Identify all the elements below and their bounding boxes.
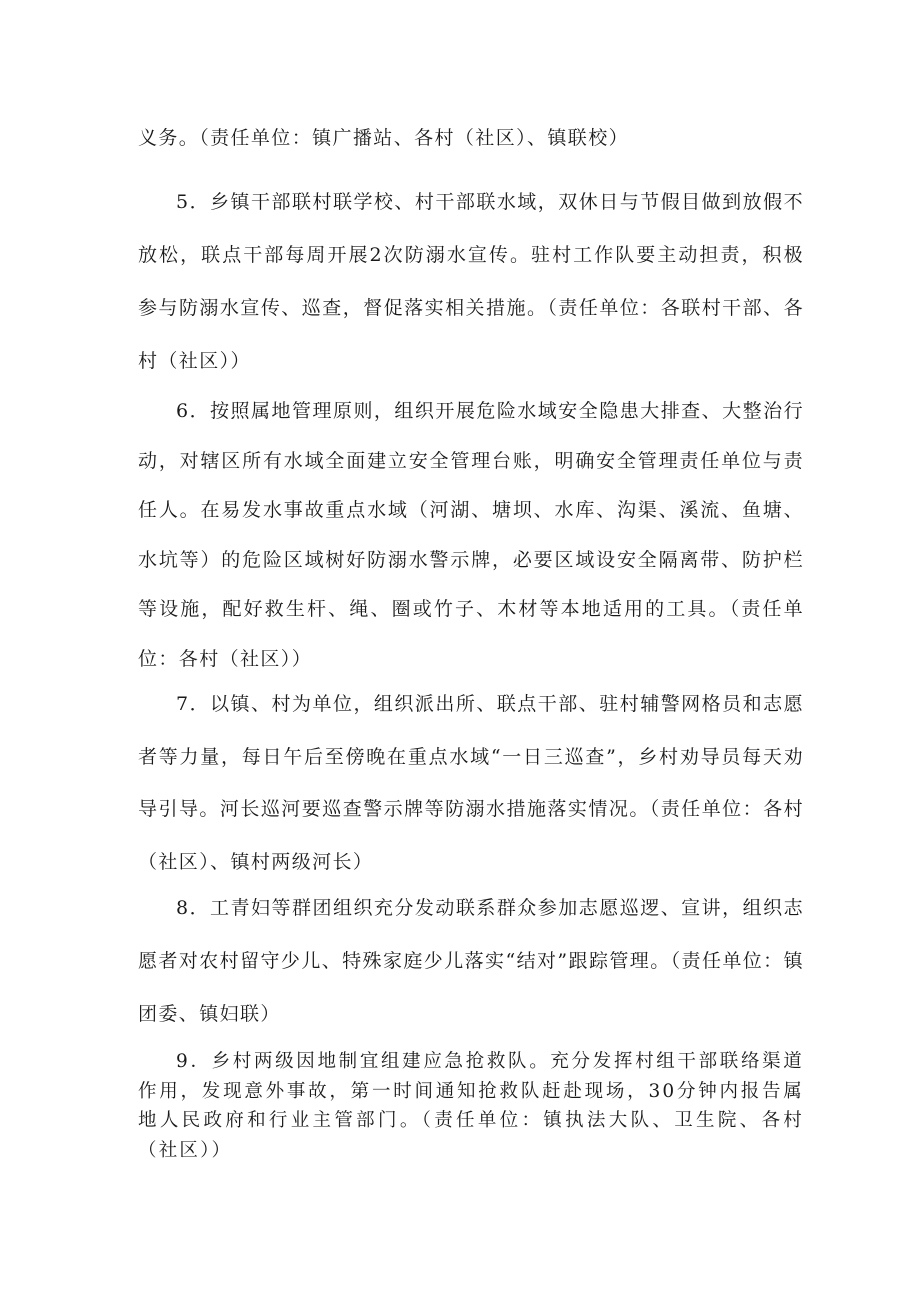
paragraph-item-7: 7．以镇、村为单位，组织派出所、联点干部、驻村辅警网格员和志愿者等力量，每日午后至傍晚在重点水域“一日三巡查”，乡村劝导员每天劝导引导。河长巡河要巡查警示牌等防溺水措施落实情况。（责任单位：各村（社区）、镇村两级河长） <box>138 693 804 873</box>
paragraph-item-5: 5．乡镇干部联村联学校、村干部联水域，双休日与节假目做到放假不放松，联点干部每周开展2次防溺水宣传。驻村工作队要主动担责，积极参与防溺水宣传、巡查，督促落实相关措施。（责任单位：各联村干部、各村（社区）） <box>138 191 804 372</box>
paragraph-item-6: 6．按照属地管理原则，组织开展危险水域安全隐患大排查、大整治行动，对辖区所有水域全面建立安全管理台账，明确安全管理责任单位与责任人。在易发水事故重点水域（河湖、塘坝、水库、沟渠、溪流、鱼塘、水坑等）的危险区域树好防溺水警示牌，必要区域设安全隔离带、防护栏等设施，配好救生杆、绳、圈或竹子、木材等本地适用的工具。（责任单位：各村（社区）） <box>138 400 804 670</box>
paragraph-item-9: 9．乡村两级因地制宜组建应急抢救队。充分发挥村组干部联络渠道作用，发现意外事故，第一时间通知抢救队赶赴现场，30分钟内报告属地人民政府和行业主管部门。（责任单位：镇执法大队、卫生院、各村（社区）） <box>138 1051 804 1161</box>
paragraph-continuation: 义务。（责任单位：镇广播站、各村（社区）、镇联校） <box>138 127 630 149</box>
paragraph-item-8: 8．工青妇等群团组织充分发动联系群众参加志愿巡逻、宣讲，组织志愿者对农村留守少儿、特殊家庭少儿落实“结对”跟踪管理。（责任单位：镇团委、镇妇联） <box>138 897 804 1025</box>
